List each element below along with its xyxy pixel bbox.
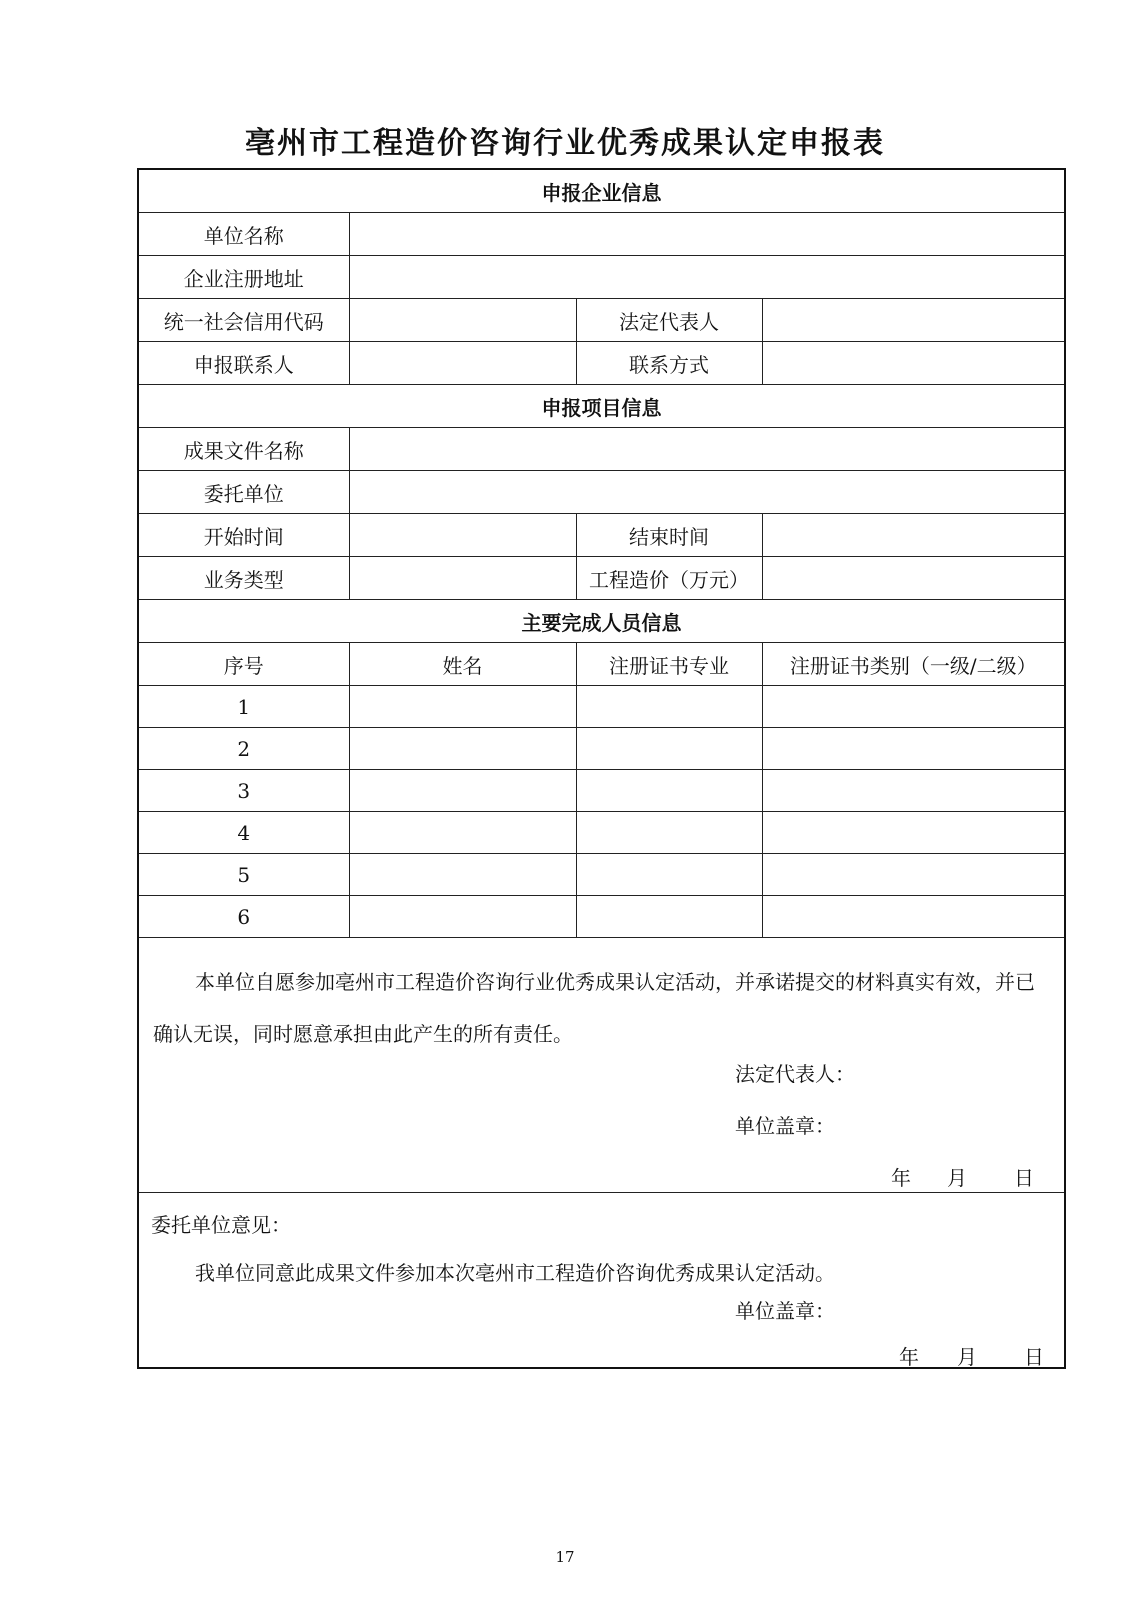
cell-name[interactable] xyxy=(349,896,576,938)
personnel-row xyxy=(138,770,1065,812)
row-seq: 1 xyxy=(138,686,349,728)
field-contact-person[interactable] xyxy=(349,342,576,385)
label-end-time: 结束时间 xyxy=(576,514,762,557)
cell-category[interactable] xyxy=(762,728,1065,770)
field-contact-method[interactable] xyxy=(762,342,1065,385)
field-cost[interactable] xyxy=(762,557,1065,600)
row-seq: 5 xyxy=(138,854,349,896)
label-cost: 工程造价（万元） xyxy=(576,557,762,600)
cell-category[interactable] xyxy=(762,686,1065,728)
cell-name[interactable] xyxy=(349,728,576,770)
pledge-month-label: 月 xyxy=(947,1166,967,1190)
personnel-row xyxy=(138,728,1065,770)
label-file-name: 成果文件名称 xyxy=(138,428,349,471)
cell-name[interactable] xyxy=(349,812,576,854)
label-business-type: 业务类型 xyxy=(138,557,349,600)
cell-name[interactable] xyxy=(349,686,576,728)
row-seq: 4 xyxy=(138,812,349,854)
col-header-major: 注册证书专业 xyxy=(576,643,762,686)
cell-name[interactable] xyxy=(349,770,576,812)
cell-category[interactable] xyxy=(762,854,1065,896)
cell-category[interactable] xyxy=(762,770,1065,812)
field-unit-name[interactable] xyxy=(349,213,1065,256)
cell-category[interactable] xyxy=(762,896,1065,938)
cell-major[interactable] xyxy=(576,686,762,728)
opinion-day-label: 日 xyxy=(1024,1345,1044,1368)
label-start-time: 开始时间 xyxy=(138,514,349,557)
section-enterprise-header: 申报企业信息 xyxy=(138,169,1065,213)
personnel-row xyxy=(138,686,1065,728)
personnel-row xyxy=(138,854,1065,896)
cell-major[interactable] xyxy=(576,812,762,854)
section-project-header: 申报项目信息 xyxy=(138,385,1065,428)
label-credit-code: 统一社会信用代码 xyxy=(138,299,349,342)
opinion-month-label: 月 xyxy=(957,1345,977,1368)
cell-category[interactable] xyxy=(762,812,1065,854)
label-legal-rep: 法定代表人 xyxy=(576,299,762,342)
form-title: 亳州市工程造价咨询行业优秀成果认定申报表 xyxy=(245,126,885,161)
field-reg-address[interactable] xyxy=(349,256,1065,299)
cell-major[interactable] xyxy=(576,896,762,938)
pledge-year-label: 年 xyxy=(891,1166,911,1190)
col-header-seq: 序号 xyxy=(138,643,349,686)
opinion-label: 委托单位意见： xyxy=(151,1213,291,1237)
label-reg-address: 企业注册地址 xyxy=(138,256,349,299)
pledge-text: 本单位自愿参加亳州市工程造价咨询行业优秀成果认定活动，并承诺提交的材料真实有效，并已确认无误，同时愿意承担由此产生的所有责任。 xyxy=(153,970,1035,1046)
col-header-category: 注册证书类别（一级/二级） xyxy=(762,643,1065,686)
field-start-time[interactable] xyxy=(349,514,576,557)
field-file-name[interactable] xyxy=(349,428,1065,471)
row-seq: 6 xyxy=(138,896,349,938)
pledge-legal-rep-label: 法定代表人： xyxy=(735,1062,855,1086)
pledge-day-label: 日 xyxy=(1014,1166,1034,1190)
personnel-row xyxy=(138,812,1065,854)
client-opinion-section xyxy=(138,1193,1065,1369)
cell-major[interactable] xyxy=(576,770,762,812)
cell-major[interactable] xyxy=(576,728,762,770)
field-business-type[interactable] xyxy=(349,557,576,600)
application-form-table xyxy=(137,168,1066,1369)
opinion-seal-label: 单位盖章： xyxy=(735,1299,835,1323)
cell-name[interactable] xyxy=(349,854,576,896)
label-contact-person: 申报联系人 xyxy=(138,342,349,385)
pledge-section xyxy=(138,938,1065,1193)
row-seq: 2 xyxy=(138,728,349,770)
pledge-seal-label: 单位盖章： xyxy=(735,1114,835,1138)
col-header-name: 姓名 xyxy=(349,643,576,686)
label-client: 委托单位 xyxy=(138,471,349,514)
label-unit-name: 单位名称 xyxy=(138,213,349,256)
personnel-row xyxy=(138,896,1065,938)
row-seq: 3 xyxy=(138,770,349,812)
page-number: 17 xyxy=(555,1548,575,1566)
section-personnel-header: 主要完成人员信息 xyxy=(138,600,1065,643)
field-client[interactable] xyxy=(349,471,1065,514)
cell-major[interactable] xyxy=(576,854,762,896)
field-credit-code[interactable] xyxy=(349,299,576,342)
opinion-year-label: 年 xyxy=(899,1345,919,1368)
label-contact-method: 联系方式 xyxy=(576,342,762,385)
field-legal-rep[interactable] xyxy=(762,299,1065,342)
field-end-time[interactable] xyxy=(762,514,1065,557)
opinion-text: 我单位同意此成果文件参加本次亳州市工程造价咨询优秀成果认定活动。 xyxy=(195,1261,835,1285)
